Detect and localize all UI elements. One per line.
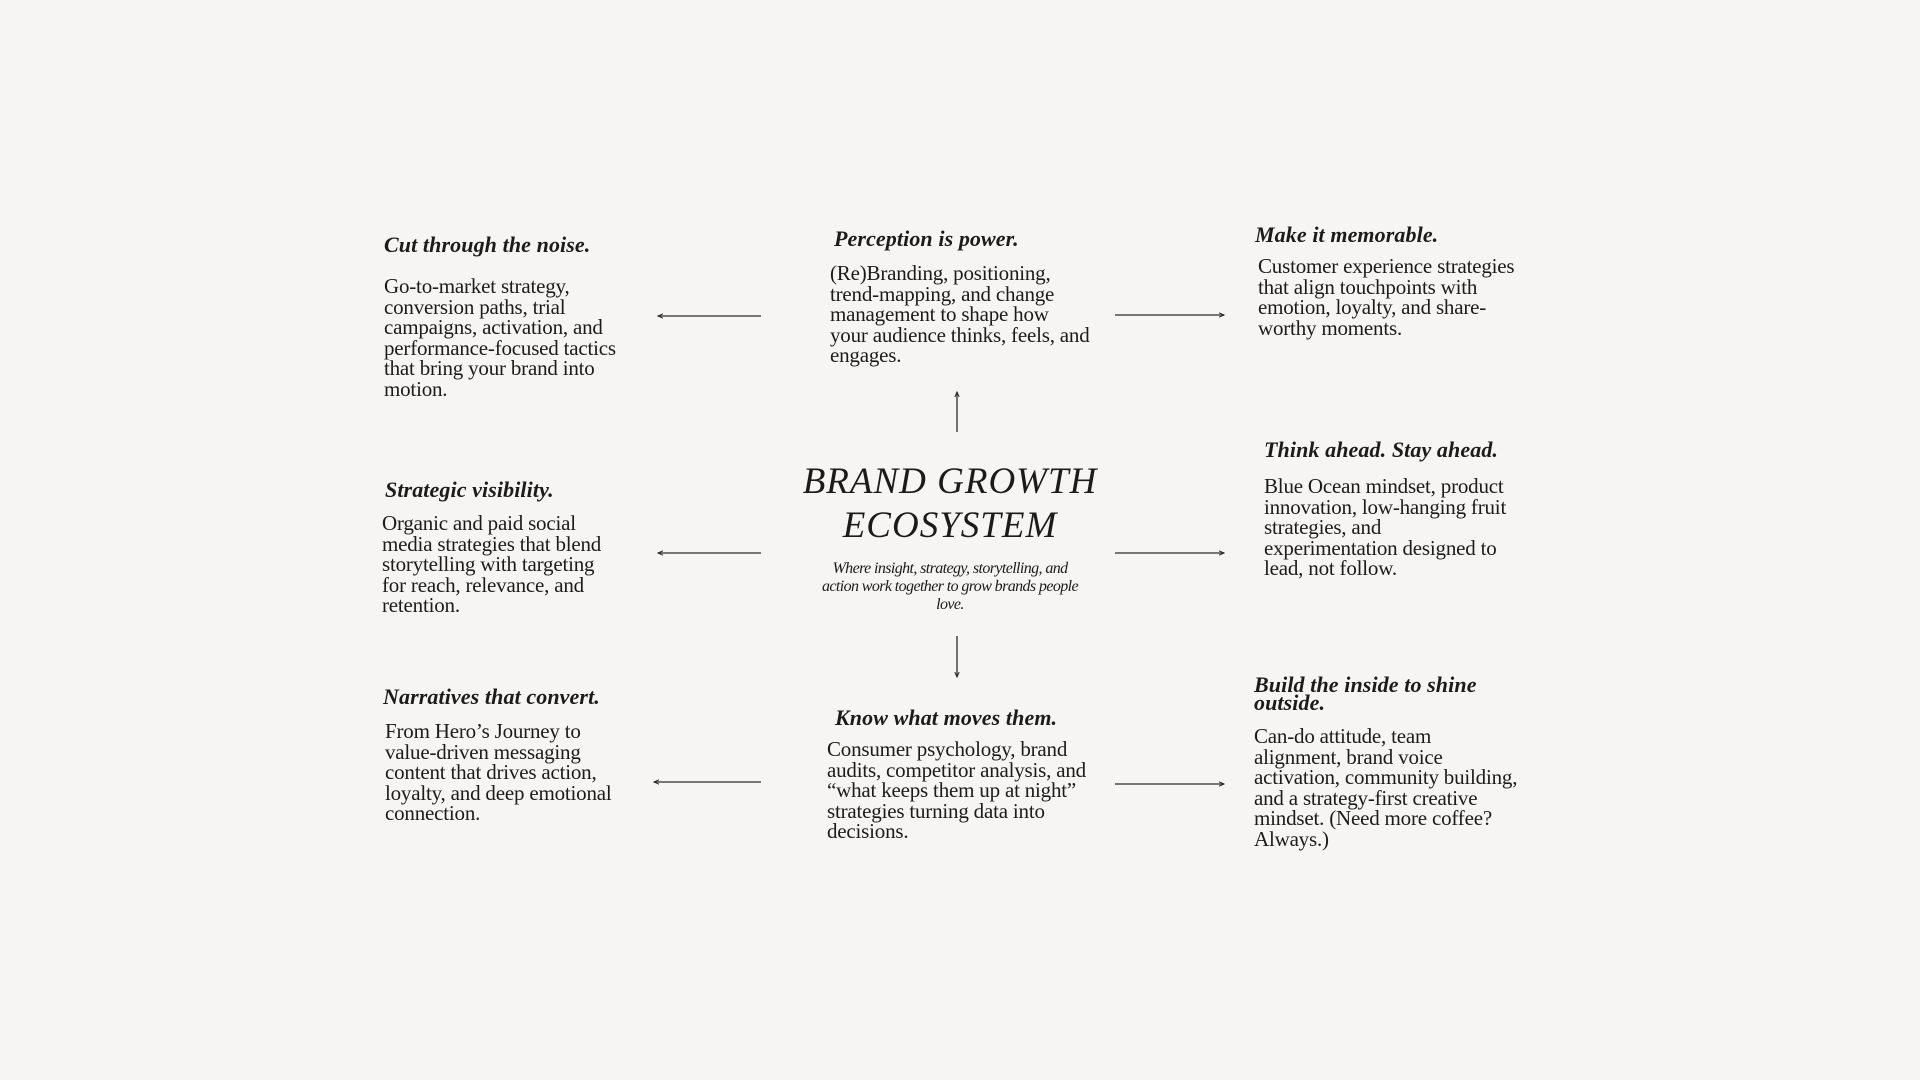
node-heading: Narratives that convert. — [383, 684, 600, 709]
node-bottom-center — [827, 707, 1107, 842]
node-bottom-left — [383, 686, 643, 824]
node-heading: Make it memorable. — [1255, 222, 1439, 247]
node-bottom-right — [1254, 672, 1544, 851]
node-description: From Hero’s Journey to value-driven messaging content that drives action, loyalty, and deep emotional connection. — [385, 719, 612, 825]
node-top-left — [384, 234, 644, 399]
node-description: (Re)Branding, positioning, trend-mapping, and change management to shape how your audience thinks, feels, and engages. — [830, 261, 1090, 367]
node-heading: Cut through the noise. — [384, 232, 591, 257]
node-heading: Perception is power. — [834, 226, 1019, 251]
node-heading: Strategic visibility. — [385, 477, 554, 502]
node-middle-right — [1264, 439, 1544, 579]
node-top-right — [1255, 224, 1535, 338]
ecosystem-subtitle: Where insight, strategy, storytelling, and action work together to grow brands people love. — [822, 560, 1078, 613]
node-description: Go-to-market strategy, conversion paths, trial campaigns, activation, and performance-focused tactics that bring your brand into motion. — [384, 274, 616, 401]
node-heading: Build the inside to shine outside. — [1254, 672, 1477, 715]
node-top-center — [830, 228, 1100, 366]
node-description: Can-do attitude, team alignment, brand voice activation, community building, and a strategy-first creative mindset. (Need more coffee? Always.) — [1254, 724, 1518, 851]
node-description: Consumer psychology, brand audits, competitor analysis, and “what keeps them up at night” strategies turning data into decisions. — [827, 737, 1086, 843]
node-heading: Know what moves them. — [835, 705, 1058, 730]
node-description: Blue Ocean mindset, product innovation, low-hanging fruit strategies, and experimentation designed to lead, not follow. — [1264, 474, 1507, 580]
ecosystem-title: BRAND GROWTH ECOSYSTEM — [802, 461, 1098, 546]
node-description: Customer experience strategies that align touchpoints with emotion, loyalty, and share- worthy moments. — [1258, 254, 1515, 340]
node-heading: Think ahead. Stay ahead. — [1264, 437, 1499, 462]
node-middle-left — [382, 477, 645, 617]
node-description: Organic and paid social media strategies that blend storytelling with targeting for reach, relevance, and retention. — [382, 511, 602, 617]
